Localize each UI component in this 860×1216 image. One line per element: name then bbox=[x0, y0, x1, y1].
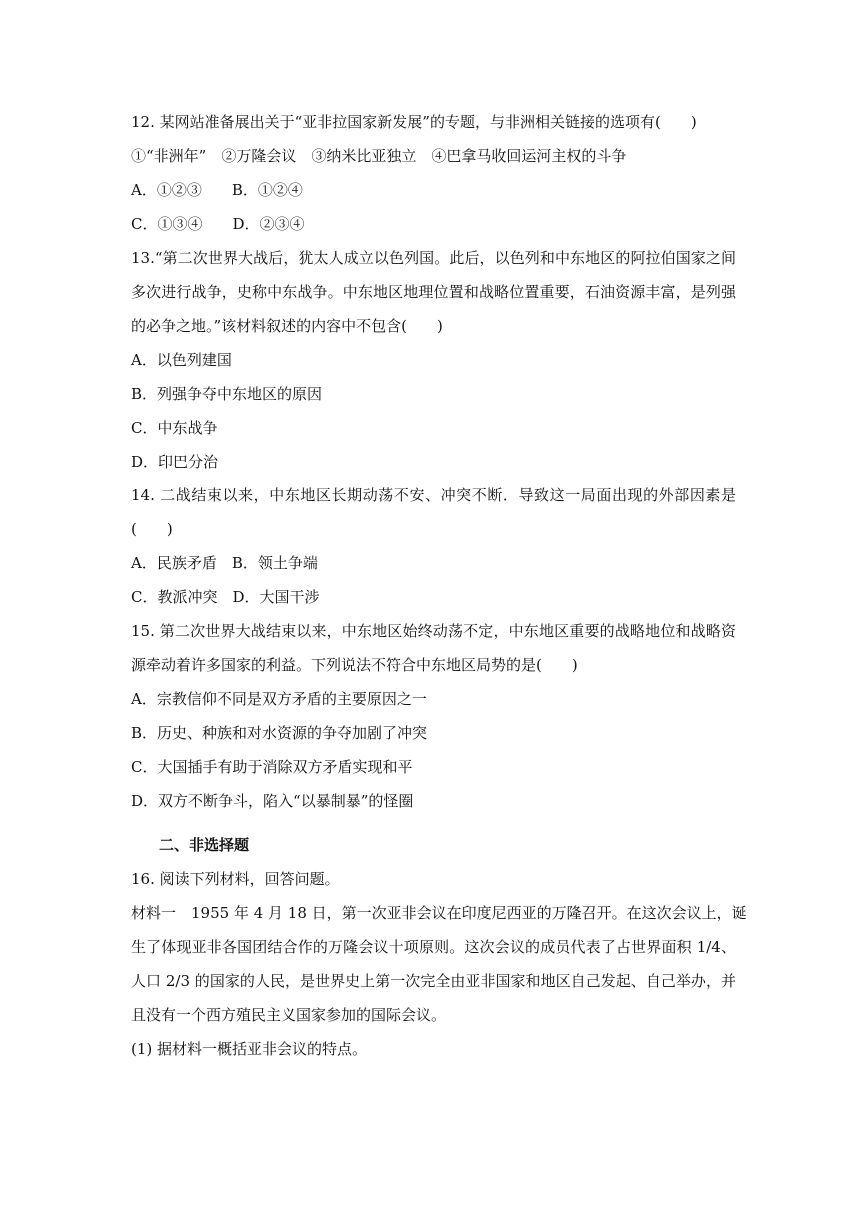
q13-option-d: D．印巴分治 bbox=[131, 453, 219, 471]
q16-material-line-1: 材料一 1955 年 4 月 18 日，第一次亚非会议在印度尼西亚的万隆召开。在这次会议上，诞 bbox=[131, 904, 747, 922]
q16-material-line-4: 且没有一个西方殖民主义国家参加的国际会议。 bbox=[131, 1006, 447, 1024]
q16-material-line-2: 生了体现亚非各国团结合作的万隆会议十项原则。这次会议的成员代表了占世界面积 1/4、 bbox=[131, 938, 736, 956]
q13-stem-line-3: 的必争之地。”该材料叙述的内容中不包含( ) bbox=[131, 317, 443, 335]
q13-option-a: A．以色列建国 bbox=[131, 351, 232, 369]
q15-option-a: A．宗教信仰不同是双方矛盾的主要原因之一 bbox=[131, 690, 427, 708]
q14-options-row-1: A．民族矛盾 B．领土争端 bbox=[131, 554, 318, 572]
q15-option-c: C．大国插手有助于消除双方矛盾实现和平 bbox=[131, 758, 413, 776]
q15-option-b: B．历史、种族和对水资源的争夺加剧了冲突 bbox=[131, 724, 428, 742]
q12-items: ①“非洲年” ②万隆会议 ③纳米比亚独立 ④巴拿马收回运河主权的斗争 bbox=[131, 147, 627, 165]
q12-options-row-1: A．①②③ B．①②④ bbox=[131, 181, 303, 199]
q12-options-row-2: C．①③④ D．②③④ bbox=[131, 215, 305, 233]
q15-stem-line-1: 15. 第二次世界大战结束以来，中东地区始终动荡不定，中东地区重要的战略地位和战略资 bbox=[131, 622, 736, 640]
q14-stem-line-2: ( ) bbox=[131, 520, 173, 538]
q16-material-line-3: 人口 2/3 的国家的人民，是世界史上第一次完全由亚非国家和地区自己发起、自己举办，并 bbox=[131, 972, 736, 990]
q12-stem: 12. 某网站准备展出关于“亚非拉国家新发展”的专题，与非洲相关链接的选项有( ) bbox=[131, 113, 697, 131]
q15-option-d: D．双方不断争斗，陷入“以暴制暴”的怪圈 bbox=[131, 792, 414, 810]
q14-stem-line-1: 14. 二战结束以来，中东地区长期动荡不安、冲突不断．导致这一局面出现的外部因素是 bbox=[131, 486, 736, 504]
q16-stem: 16. 阅读下列材料，回答问题。 bbox=[131, 870, 340, 888]
q16-sub-question-1: (1) 据材料一概括亚非会议的特点。 bbox=[131, 1040, 368, 1058]
q13-option-c: C．中东战争 bbox=[131, 419, 218, 437]
q13-stem-line-1: 13.“第二次世界大战后，犹太人成立以色列国。此后，以色列和中东地区的阿拉伯国家之间 bbox=[131, 249, 736, 267]
q15-stem-line-2: 源牵动着许多国家的利益。下列说法不符合中东地区局势的是( ) bbox=[131, 656, 578, 674]
q14-options-row-2: C．教派冲突 D．大国干涉 bbox=[131, 588, 320, 606]
section-heading: 二、非选择题 bbox=[159, 836, 250, 854]
q13-stem-line-2: 多次进行战争，史称中东战争。中东地区地理位置和战略位置重要，石油资源丰富，是列强 bbox=[131, 283, 736, 301]
q13-option-b: B．列强争夺中东地区的原因 bbox=[131, 385, 323, 403]
